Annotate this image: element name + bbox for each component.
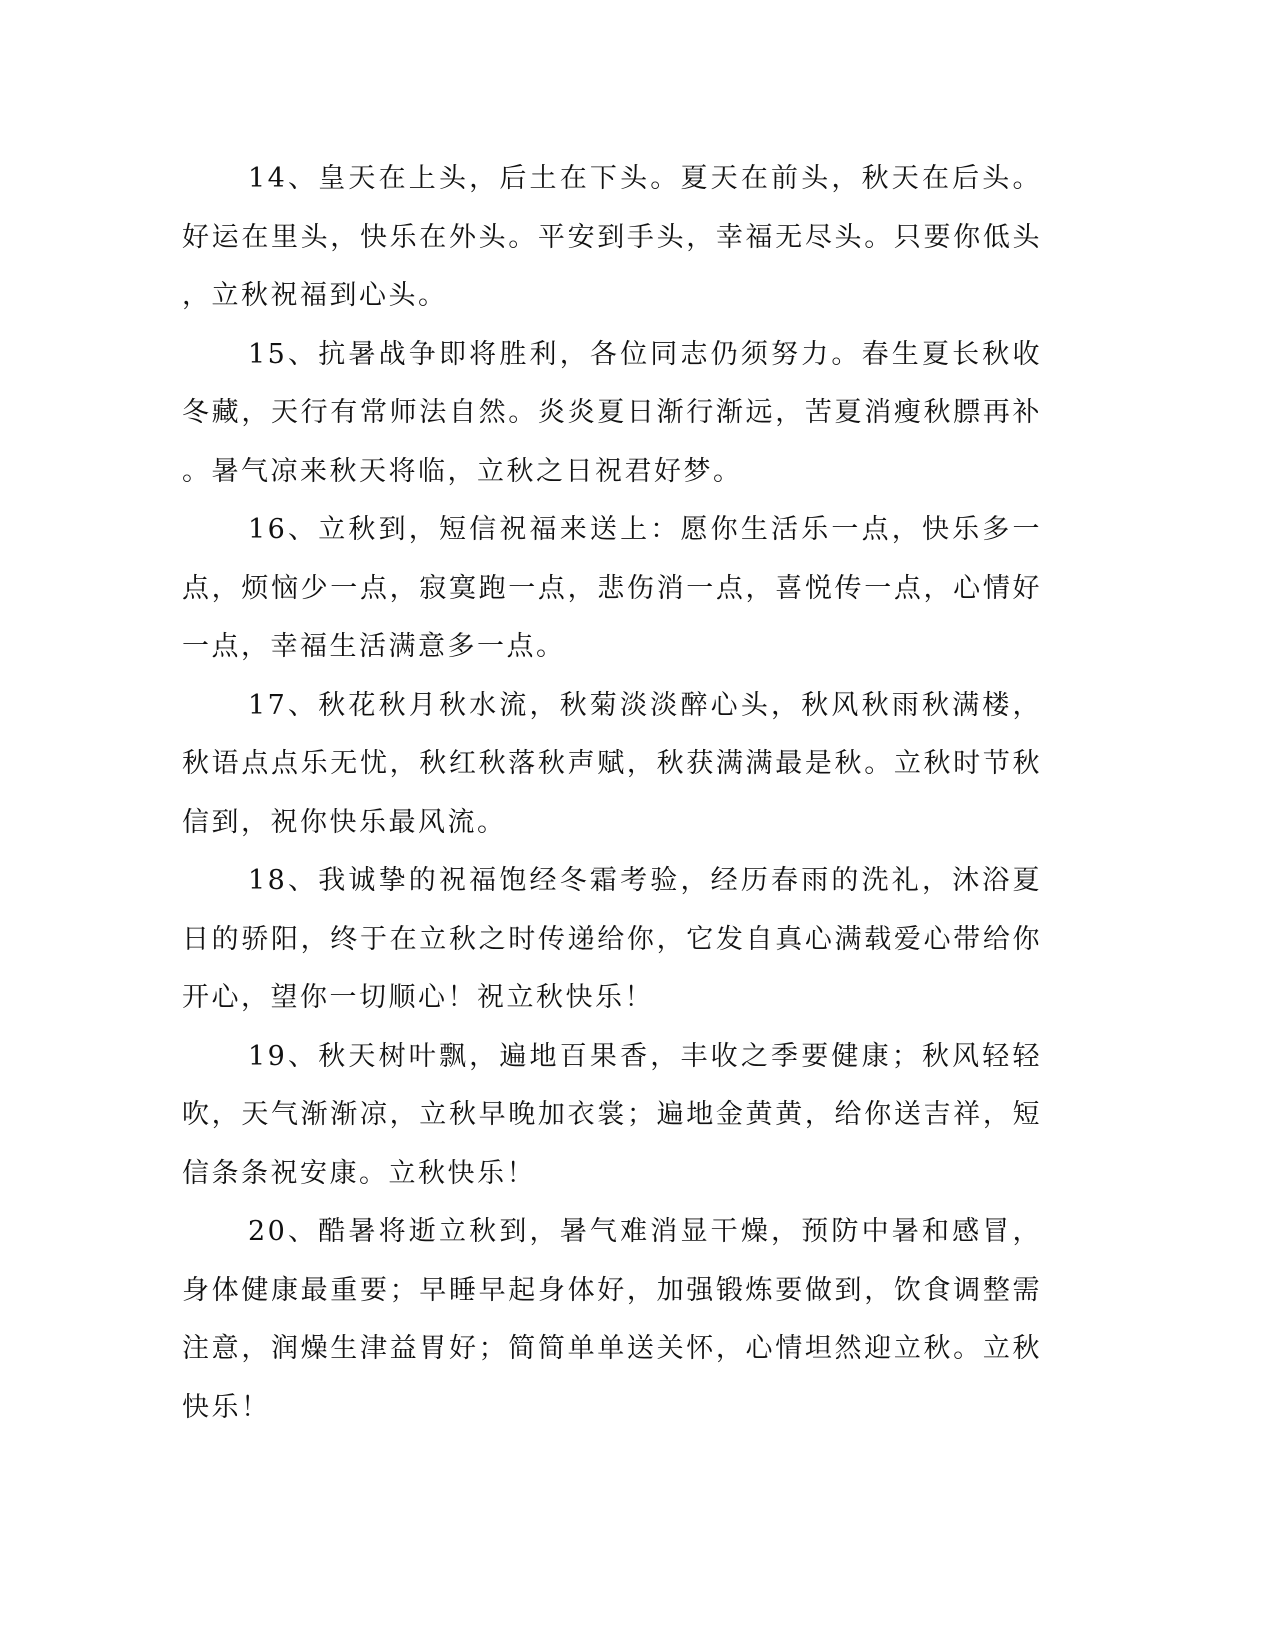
paragraph-18: 18、我诚挚的祝福饱经冬霜考验，经历春雨的洗礼，沐浴夏日的骄阳，终于在立秋之时传递给你，它发自真心满载爱心带给你开心，望你一切顺心！祝立秋快乐！ bbox=[182, 865, 1042, 1013]
paragraph-20: 20、酷暑将逝立秋到，暑气难消显干燥，预防中暑和感冒，身体健康最重要；早睡早起身体好，加强锻炼要做到，饮食调整需注意，润燥生津益胃好；简简单单送关怀，心情坦然迎立秋。立秋快乐！ bbox=[182, 1216, 1042, 1423]
document-body bbox=[182, 150, 1042, 1437]
paragraph-15: 15、抗暑战争即将胜利，各位同志仍须努力。春生夏长秋收冬藏，天行有常师法自然。炎炎夏日渐行渐远，苦夏消瘦秋膘再补。暑气凉来秋天将临，立秋之日祝君好梦。 bbox=[182, 338, 1042, 487]
paragraph-14: 14、皇天在上头，后土在下头。夏天在前头，秋天在后头。好运在里头，快乐在外头。平安到手头，幸福无尽头。只要你低头，立秋祝福到心头。 bbox=[182, 163, 1042, 311]
paragraph-16: 16、立秋到，短信祝福来送上：愿你生活乐一点，快乐多一点，烦恼少一点，寂寞跑一点，悲伤消一点，喜悦传一点，心情好一点，幸福生活满意多一点。 bbox=[182, 514, 1042, 662]
paragraph-17: 17、秋花秋月秋水流，秋菊淡淡醉心头，秋风秋雨秋满楼，秋语点点乐无忧，秋红秋落秋声赋，秋获满满最是秋。立秋时节秋信到，祝你快乐最风流。 bbox=[182, 689, 1042, 838]
paragraph-19: 19、秋天树叶飘，遍地百果香，丰收之季要健康；秋风轻轻吹，天气渐渐凉，立秋早晚加衣裳；遍地金黄黄，给你送吉祥，短信条条祝安康。立秋快乐！ bbox=[182, 1040, 1042, 1189]
